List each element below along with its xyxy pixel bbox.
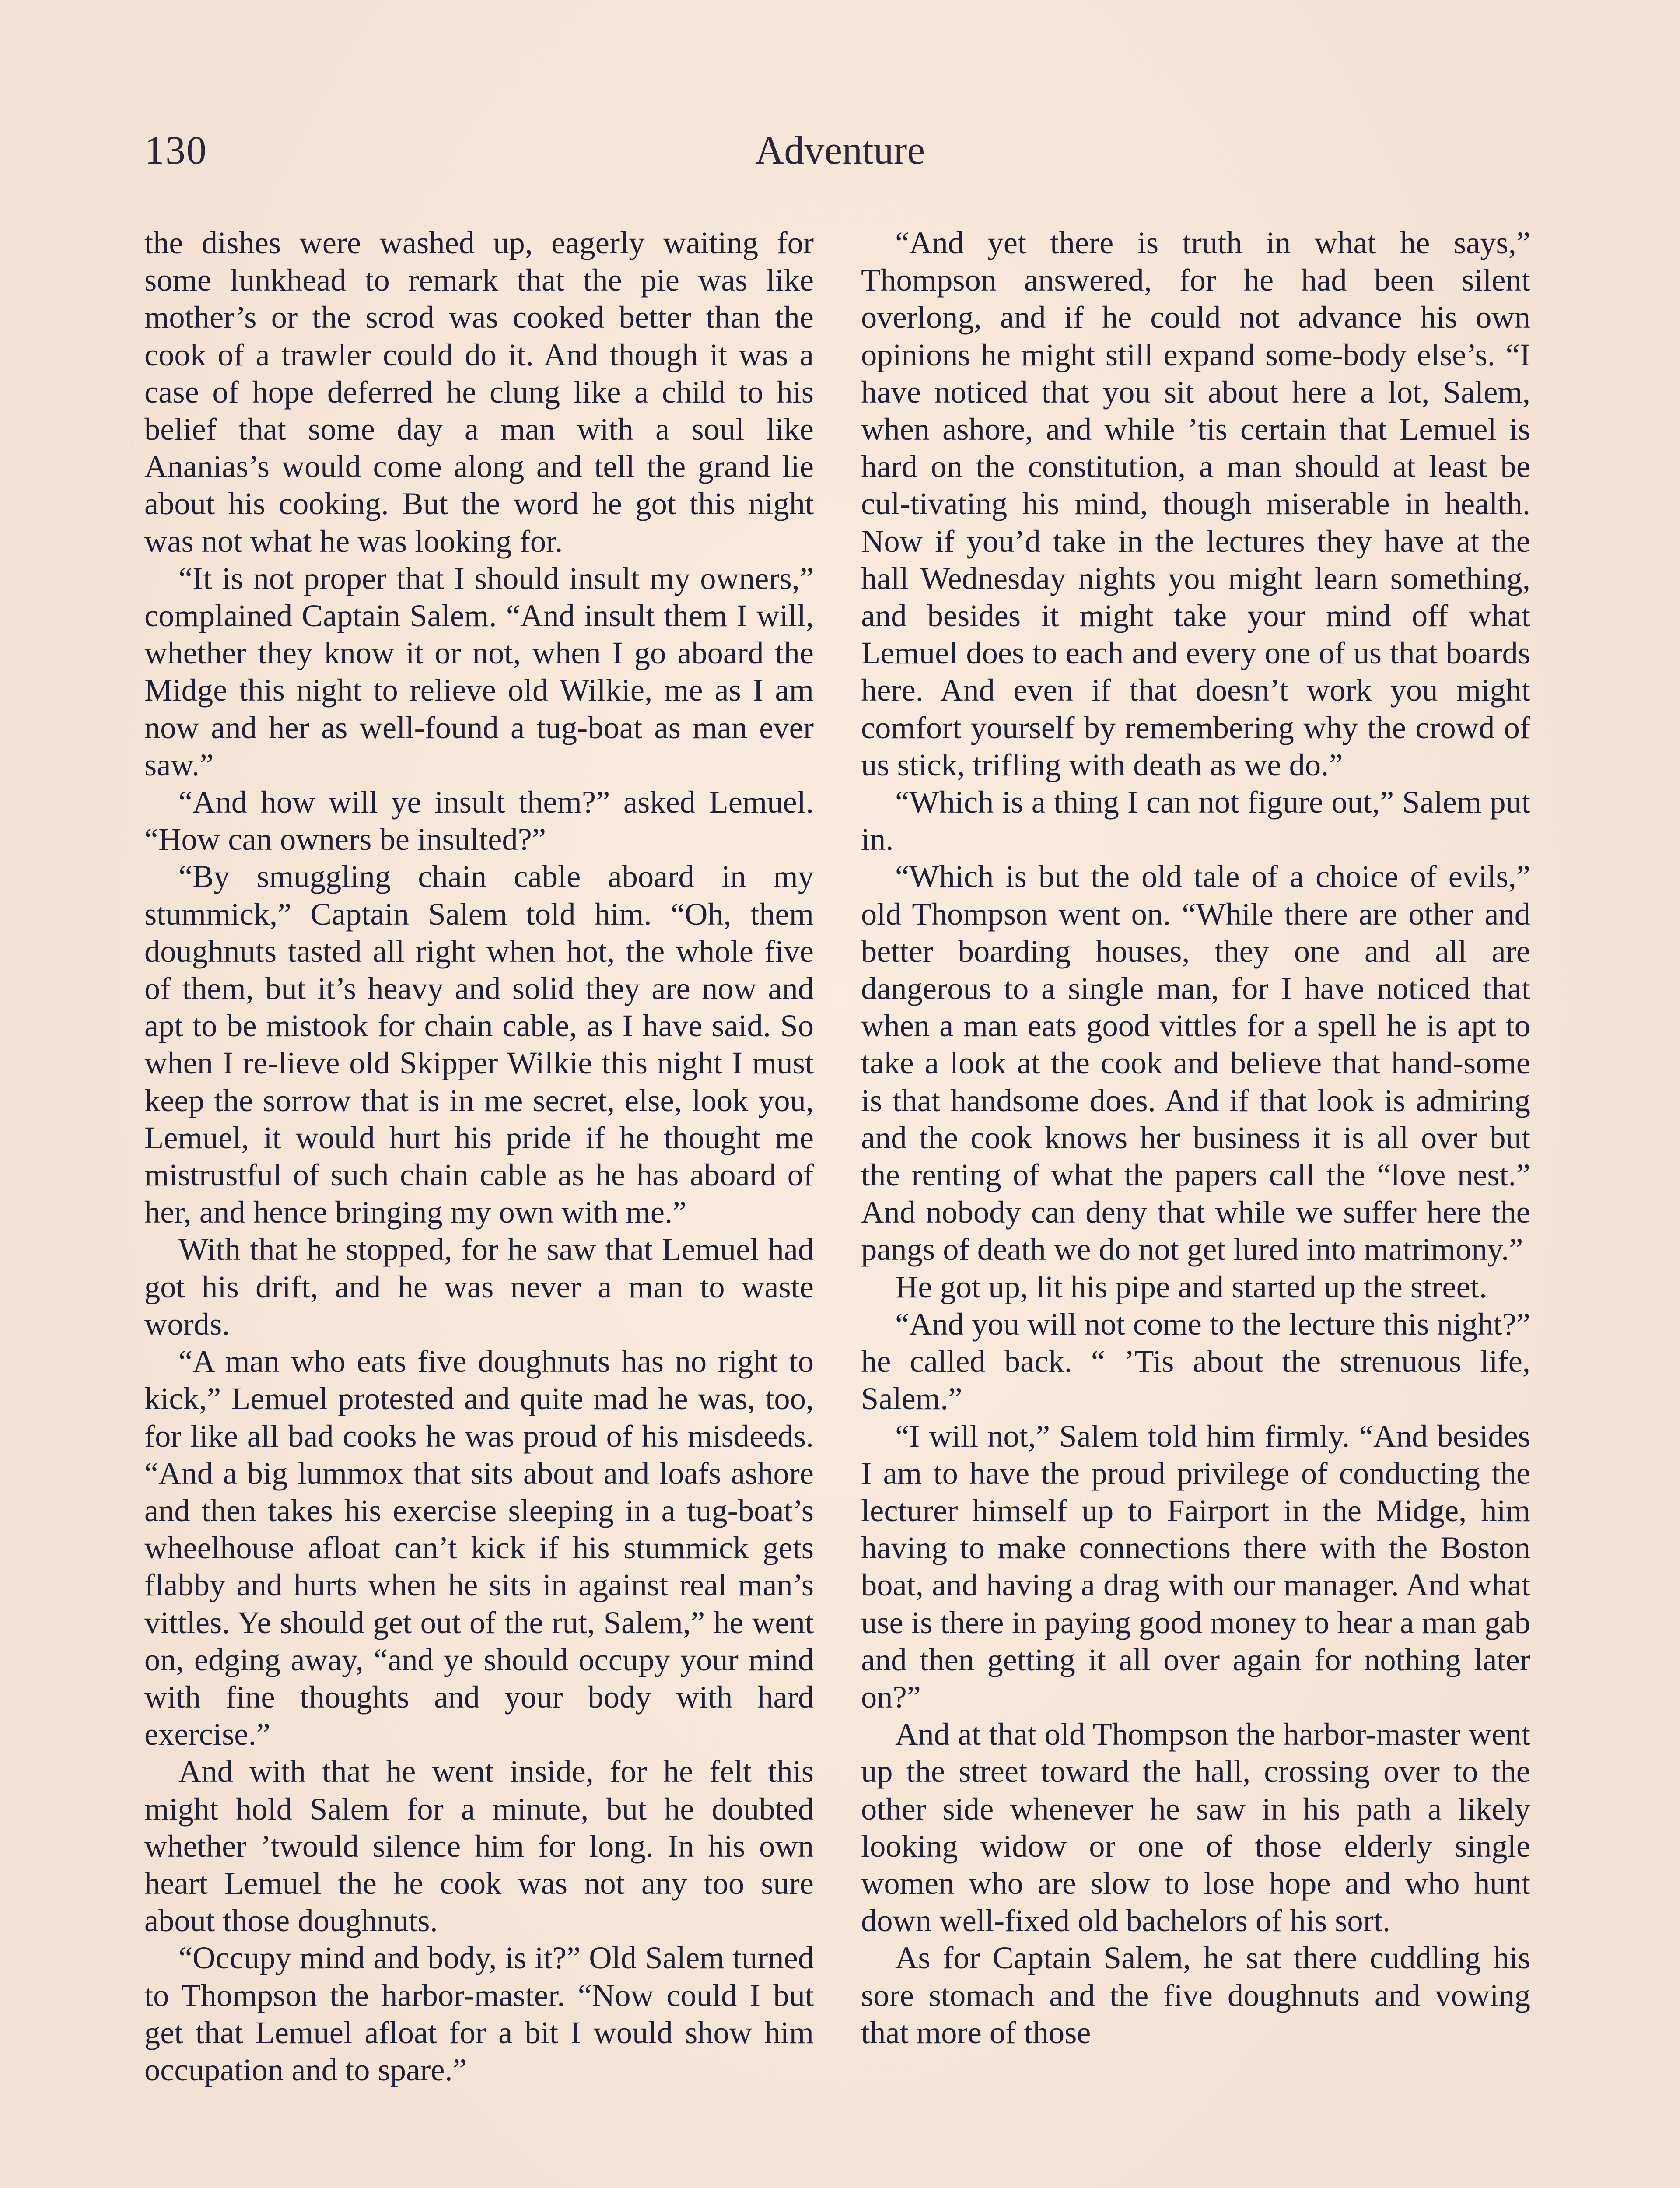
paragraph: And with that he went inside, for he felt this might hold Salem for a minute, but he doubted whether ’twould silence him for long. In his own heart Lemuel the he cook was not any too sure about those doughnuts. bbox=[144, 1753, 814, 1939]
running-title: Adventure bbox=[755, 128, 925, 172]
left-column bbox=[144, 224, 814, 2088]
paragraph: the dishes were washed up, eagerly waiting for some lunkhead to remark that the pie was like mother’s or the scrod was cooked better than the cook of a trawler could do it. And though it was a case of hope deferred he clung like a child to his belief that some day a man with a soul like Ananias’s would come along and tell the grand lie about his cooking. But the word he got this night was not what he was looking for. bbox=[144, 225, 814, 559]
paragraph: “And you will not come to the lecture this night?” he called back. “ ’Tis about the strenuous life, Salem.” bbox=[861, 1306, 1530, 1417]
paragraph: “Which is but the old tale of a choice of evils,” old Thompson went on. “While there are other and better boarding houses, they one and all are dangerous to a single man, for I have noticed that when a man eats good vittles for a spell he is apt to take a look at the cook and believe that hand-some is that handsome does. And if that look is admiring and the cook knows her business it is all over but the renting of what the papers call the “love nest.” And nobody can deny that while we suffer here the pangs of death we do not get lured into matrimony.” bbox=[861, 859, 1530, 1267]
paragraph: “Occupy mind and body, is it?” Old Salem turned to Thompson the harbor-master. “Now could I but get that Lemuel afloat for a bit I would show him occupation and to spare.” bbox=[144, 1940, 814, 2087]
paragraph: As for Captain Salem, he sat there cuddling his sore stomach and the five doughnuts and vowing that more of those bbox=[861, 1940, 1530, 2050]
running-header bbox=[144, 127, 1536, 193]
paragraph: “And how will ye insult them?” asked Lemuel. “How can owners be insulted?” bbox=[144, 784, 814, 857]
paragraph: “And yet there is truth in what he says,” Thompson answered, for he had been silent overlong, and if he could not advance his own opinions he might still expand some-body else’s. “I have noticed that you sit about here a lot, Salem, when ashore, and while ’tis certain that Lemuel is hard on the constitution, a man should at least be cul-tivating his mind, though miserable in health. Now if you’d take in the lectures they have at the hall Wednesday nights you might learn something, and besides it might take your mind off what Lemuel does to each and every one of us that boards here. And even if that doesn’t work you might comfort yourself by remembering why the crowd of us stick, trifling with death as we do.” bbox=[861, 225, 1530, 782]
page-number: 130 bbox=[144, 128, 207, 172]
paragraph: With that he stopped, for he saw that Lemuel had got his drift, and he was never a man to waste words. bbox=[144, 1231, 814, 1342]
paragraph: “It is not proper that I should insult my owners,” complained Captain Salem. “And insult them I will, whether they know it or not, when I go aboard the Midge this night to relieve old Wilkie, me as I am now and her as well-found a tug-boat as man ever saw.” bbox=[144, 560, 814, 782]
paragraph: And at that old Thompson the harbor-master went up the street toward the hall, crossing over to the other side whenever he saw in his path a likely looking widow or one of those elderly single women who are slow to lose hope and who hunt down well-fixed old bachelors of his sort. bbox=[861, 1716, 1530, 1939]
paragraph: He got up, lit his pipe and started up the street. bbox=[895, 1269, 1488, 1304]
paragraph: “I will not,” Salem told him firmly. “And besides I am to have the proud privilege of conducting the lecturer himself up to Fairport in the Midge, him having to make connections there with the Boston boat, and having a drag with our manager. And what use is there in paying good money to hear a man gab and then getting it all over again for nothing later on?” bbox=[861, 1418, 1530, 1715]
paragraph: “By smuggling chain cable aboard in my stummick,” Captain Salem told him. “Oh, them doughnuts tasted all right when hot, the whole five of them, but it’s heavy and solid they are now and apt to be mistook for chain cable, as I have said. So when I re-lieve old Skipper Wilkie this night I must keep the sorrow that is in me secret, else, look you, Lemuel, it would hurt his pride if he thought me mistrustful of such chain cable as he has aboard of her, and hence bringing my own with me.” bbox=[144, 859, 814, 1230]
paragraph: “A man who eats five doughnuts has no right to kick,” Lemuel protested and quite mad he was, too, for like all bad cooks he was proud of his misdeeds. “And a big lummox that sits about and loafs ashore and then takes his exercise sleeping in a tug-boat’s wheelhouse afloat can’t kick if his stummick gets flabby and hurts when he sits in against real man’s vittles. Ye should get out of the rut, Salem,” he went on, edging away, “and ye should occupy your mind with fine thoughts and your body with hard exercise.” bbox=[144, 1343, 814, 1752]
paragraph: “Which is a thing I can not figure out,” Salem put in. bbox=[861, 784, 1530, 857]
right-column bbox=[861, 224, 1530, 2051]
